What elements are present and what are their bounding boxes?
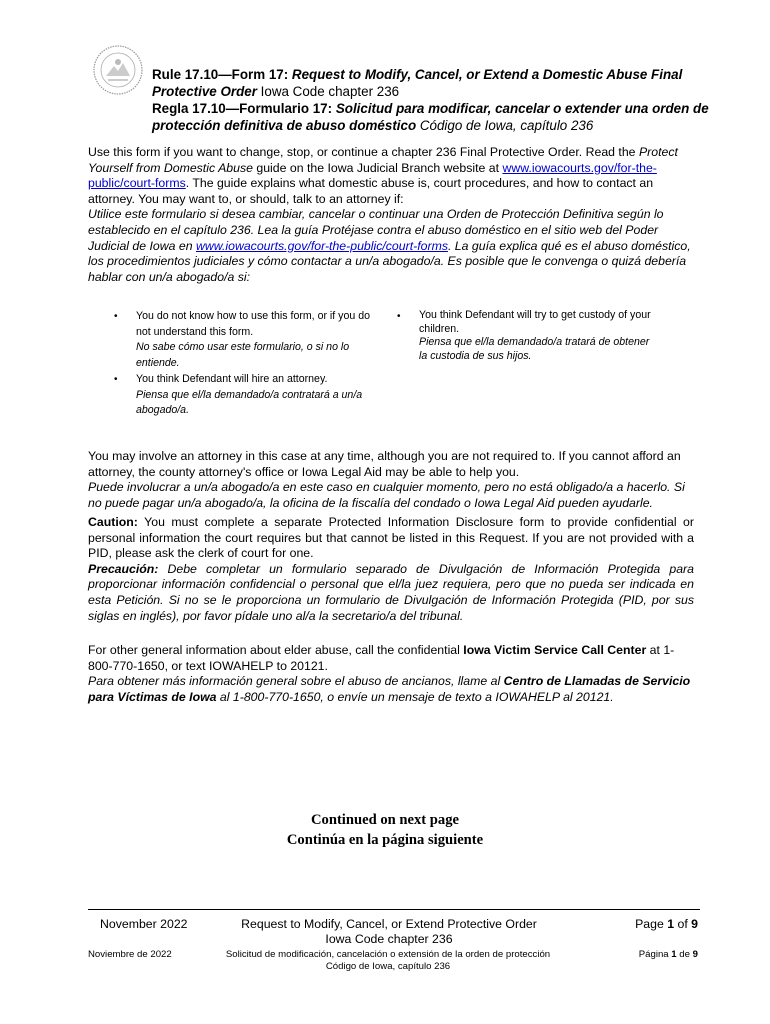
list-item: You think Defendant will try to get custody of your children. Piensa que el/la demandado/a tratará de obtener la custodia de sus hijos. — [419, 309, 651, 362]
iowa-judicial-seal-icon — [92, 44, 144, 96]
footer-page-number-es: Página 1 de 9 — [638, 949, 698, 960]
footer-form-title-es: Solicitud de modificación, cancelación o extensión de la orden de protección Código de Iowa, capítulo 236 — [225, 949, 551, 972]
list-item: You do not know how to use this form, or if you do not understand this form. No sabe cómo usar este formulario, o si no lo entiende. — [136, 310, 370, 369]
elder-abuse-paragraph: For other general information about elder abuse, call the confidential Iowa Victim Service Call Center at 1-800-770-1650, or text IOWAHELP to 20121. Para obtener más información general sobre el abuso de ancianos, llame al Centro de Llamadas de Servicio para Víctimas de Iowa al 1-800-770-1650, o envíe un mensaje de texto a IOWAHELP al 20121. — [88, 643, 691, 704]
continued-notice: Continued on next page Continúa en la página siguiente — [286, 812, 484, 848]
footer-divider — [88, 909, 700, 910]
court-forms-link[interactable]: www.iowacourts.gov/for-the-public/court-forms — [88, 160, 657, 191]
caution-paragraph: Caution: You must complete a separate Protected Information Disclosure form to provide confidential or personal information the court requires but that cannot be listed in this Request. If you are not provided with a PID, please ask the clerk of court for one. Precaución: Debe completar un formulario separado de Divulgación de Información Protegida para proporcionar información confidencial o personal que el/la juez requiera, pero que no pueda ser indicada en esta Petición. Si no se le proporciona un formulario de Divulgación de Información Protegida (PID, por sus siglas en inglés), por favor pídale uno al/a la secretario/a del tribunal. — [88, 515, 694, 623]
footer-date-es: Noviembre de 2022 — [88, 949, 172, 960]
intro-paragraph: Use this form if you want to change, stop, or continue a chapter 236 Final Protective Order. Read the Protect Yourself from Domestic Abuse guide on the Iowa Judicial Branch website at www.iowacourts.gov/for-the-public/court-forms. The guide explains what domestic abuse is, court procedures, and how to contact an attorney. You may want to, or should, talk to an attorney if: Utilice este formulario si desea cambiar, cancelar o continuar una Orden de Protección Definitiva según lo establecido en el capítulo 236. Lea la guía Protéjase contra el abuso doméstico en el sitio web del Poder Judicial de Iowa en www.iowacourts.gov/for-the-public/court-forms. La guía explica qué es el abuso doméstico, los procedimientos judiciales y cómo contactar a un/a abogado/a. Es posible que le convenga o quizá debería hablar con un/a abogado/a si: — [88, 145, 691, 284]
footer-date: November 2022 — [100, 917, 188, 931]
list-item: You think Defendant will hire an attorney. Piensa que el/la demandado/a contratará a un/a abogado/a. — [136, 373, 363, 417]
bullet-list: • You do not know how to use this form, or if you do not understand this form. No sabe cómo usar este formulario, o si no lo entiende. • You think Defendant will hire an attorney. Piensa que el/la demandado/a contratará a un/a abogado/a. • You think Defendant will try to get custody of your children. Piensa que el/la demandado/a tratará de obtener la custodia de sus hijos. — [0, 0, 770, 1024]
footer-page-number: Page 1 of 9 — [635, 917, 698, 931]
court-forms-link-es[interactable]: www.iowacourts.gov/for-the-public/court-forms — [196, 238, 448, 253]
footer-form-title: Request to Modify, Cancel, or Extend Protective Order Iowa Code chapter 236 — [241, 917, 537, 946]
form-title: Rule 17.10—Form 17: Request to Modify, Cancel, or Extend a Domestic Abuse Final Protective Order Iowa Code chapter 236 Regla 17.10—Formulario 17: Solicitud para modificar, cancelar o extender una orden de protección definitiva de abuso doméstico Código de Iowa, capítulo 236 — [152, 67, 709, 133]
attorney-paragraph: You may involve an attorney in this case at any time, although you are not required to. If you cannot afford an attorney, the county attorney's office or Iowa Legal Aid may be able to help you. Puede involucrar a un/a abogado/a en este caso en cualquier momento, pero no está obligado/a a hacerlo. Si no puede pagar un/a abogado/a, la oficina de la fiscalía del condado o Iowa Legal Aid pueden ayudarle. — [88, 449, 685, 510]
